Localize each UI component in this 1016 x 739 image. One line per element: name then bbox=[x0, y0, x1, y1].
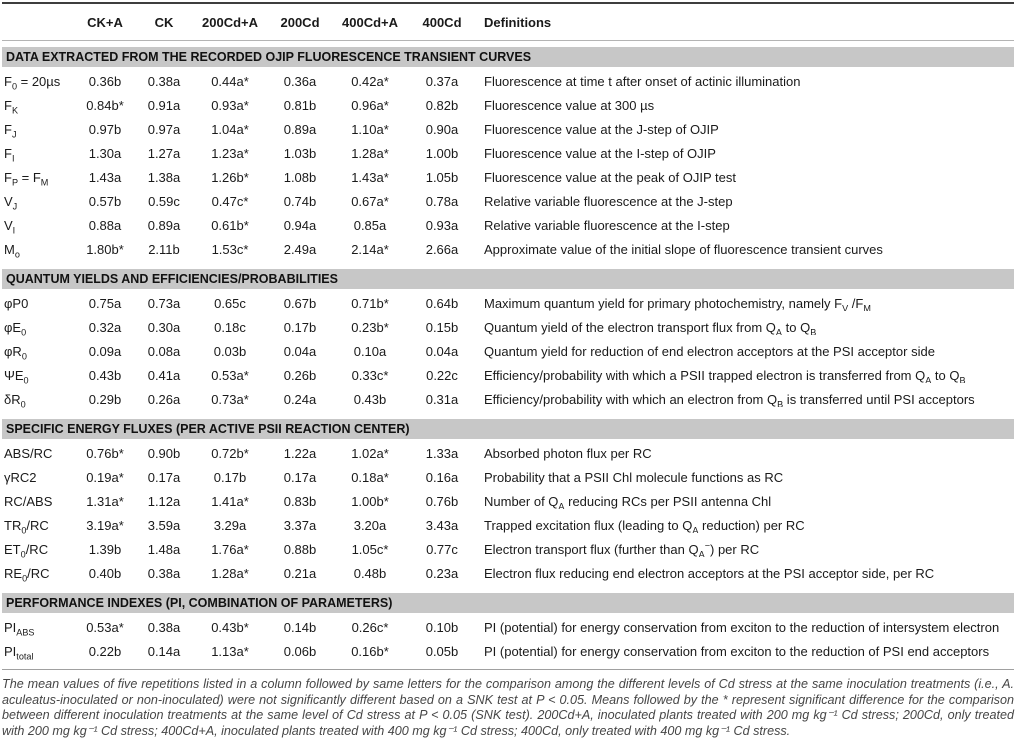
data-cell: 0.84b* bbox=[86, 97, 124, 113]
table-footnote: The mean values of five repetitions listed in a column followed by same letters for the comparison among the different levels of Cd stress at the same inoculation treatments (i.e., A. aculeatus-inoculated or non-inoculated) were not significantly different based on a SNK test at P < 0.05. Means followed by the * represent significant difference for the comparison between different inoculation treatments at the same level of Cd stress at P < 0.05 (SNK test). 200Cd+A, inoculated plants treated with 200 mg kg⁻¹ Cd stress; 200Cd, only treated with 200 mg kg⁻¹ Cd stress; 400Cd+A, inoculated plants treated with 400 mg kg⁻¹ Cd stress; 400Cd, only treated with 400 mg kg⁻¹ Cd stress. bbox=[2, 677, 1014, 738]
definition-cell: Relative variable fluorescence at the J-step bbox=[484, 193, 733, 209]
definition-cell: Efficiency/probability with which a PSII trapped electron is transferred from $Q_A$ to $Q_B$ bbox=[484, 367, 966, 383]
data-cell: 0.88b bbox=[283, 541, 317, 557]
data-cell: 0.26a bbox=[147, 391, 181, 407]
table-row bbox=[2, 291, 1014, 315]
data-cell: 0.82b bbox=[425, 97, 459, 113]
data-cell: 0.59c bbox=[148, 193, 180, 209]
data-cell: 0.96a* bbox=[351, 97, 389, 113]
data-cell: 0.36a bbox=[283, 73, 317, 89]
table-row bbox=[2, 93, 1014, 117]
data-cell: 0.23b* bbox=[351, 319, 389, 335]
column-header: 400Cd+A bbox=[342, 14, 398, 30]
data-cell: 0.32a bbox=[88, 319, 122, 335]
data-cell: 0.14b bbox=[283, 619, 317, 635]
definition-cell: Relative variable fluorescence at the I-step bbox=[484, 217, 730, 233]
row-label: $PI_{total}$ bbox=[4, 643, 34, 662]
data-cell: 0.93a* bbox=[211, 97, 249, 113]
section-rows bbox=[2, 289, 1014, 413]
definition-cell: Fluorescence value at the J-step of OJIP bbox=[484, 121, 719, 137]
data-cell: 3.20a bbox=[353, 517, 387, 533]
data-cell: 0.89a bbox=[147, 217, 181, 233]
table-row bbox=[2, 639, 1014, 663]
data-cell: 0.47c* bbox=[211, 193, 249, 209]
data-cell: 0.31a bbox=[425, 391, 459, 407]
data-cell: 0.06b bbox=[283, 643, 317, 659]
row-label: $F_P = F_M$ bbox=[4, 169, 49, 188]
row-label: $F_K$ bbox=[4, 97, 19, 116]
definition-cell: Fluorescence value at the peak of OJIP test bbox=[484, 169, 736, 185]
data-cell: 1.43a* bbox=[351, 169, 389, 185]
data-cell: 0.71b* bbox=[351, 295, 389, 311]
data-cell: 0.53a* bbox=[211, 367, 249, 383]
data-cell: 2.66a bbox=[425, 241, 459, 257]
data-cell: 2.11b bbox=[148, 241, 180, 257]
definition-cell: Quantum yield for reduction of end electron acceptors at the PSI acceptor side bbox=[484, 343, 935, 359]
row-label: RC/ABS bbox=[4, 493, 53, 509]
definition-cell: Fluorescence value at 300 µs bbox=[484, 97, 655, 113]
row-label: $ET_0/RC$ bbox=[4, 541, 49, 560]
data-cell: 0.43b* bbox=[211, 619, 249, 635]
data-cell: 1.80b* bbox=[86, 241, 124, 257]
data-cell: 0.29b bbox=[88, 391, 122, 407]
data-cell: 0.18a* bbox=[351, 469, 389, 485]
data-cell: 1.48a bbox=[147, 541, 181, 557]
data-cell: 1.30a bbox=[88, 145, 122, 161]
table-row bbox=[2, 363, 1014, 387]
row-label: $\delta R_0$ bbox=[4, 391, 26, 410]
data-cell: 0.26c* bbox=[351, 619, 389, 635]
data-cell: 0.67b bbox=[283, 295, 317, 311]
definition-cell: PI (potential) for energy conservation from exciton to the reduction of intersystem electron bbox=[484, 619, 1000, 635]
data-cell: 0.74b bbox=[283, 193, 317, 209]
data-cell: 0.21a bbox=[283, 565, 317, 581]
data-cell: 3.19a* bbox=[86, 517, 124, 533]
definition-cell: Maximum quantum yield for primary photochemistry, namely $F_V$ $/F_M$ bbox=[484, 295, 871, 311]
column-header: 200Cd bbox=[280, 14, 320, 30]
data-cell: 0.90b bbox=[147, 445, 181, 461]
row-label: φP0 bbox=[4, 295, 29, 311]
data-cell: 1.00b bbox=[425, 145, 459, 161]
table-row bbox=[2, 441, 1014, 465]
data-cell: 0.93a bbox=[425, 217, 459, 233]
data-cell: 0.90a bbox=[425, 121, 459, 137]
data-cell: 0.03b bbox=[213, 343, 247, 359]
data-cell: 1.03b bbox=[283, 145, 317, 161]
definition-cell: Fluorescence value at the I-step of OJIP bbox=[484, 145, 716, 161]
data-cell: 1.43a bbox=[88, 169, 122, 185]
column-header: CK+A bbox=[87, 14, 123, 30]
data-cell: 3.43a bbox=[425, 517, 459, 533]
table-row bbox=[2, 513, 1014, 537]
data-cell: 0.43b bbox=[88, 367, 122, 383]
table-row bbox=[2, 213, 1014, 237]
data-cell: 1.39b bbox=[88, 541, 122, 557]
data-cell: 1.27a bbox=[147, 145, 181, 161]
data-cell: 0.42a* bbox=[351, 73, 389, 89]
column-header: 200Cd+A bbox=[202, 14, 258, 30]
definition-cell: Probability that a PSII Chl molecule functions as RC bbox=[484, 469, 784, 485]
row-label: $\varphi E_0$ bbox=[4, 319, 27, 338]
data-cell: 0.37a bbox=[425, 73, 459, 89]
definition-cell: Number of $Q_A$ reducing RCs per PSII antenna Chl bbox=[484, 493, 772, 509]
data-cell: 0.73a bbox=[147, 295, 181, 311]
data-cell: 0.10b bbox=[425, 619, 459, 635]
data-cell: 0.57b bbox=[88, 193, 122, 209]
table-header-rule bbox=[2, 40, 1014, 41]
row-label: $\varphi R_0$ bbox=[4, 343, 27, 362]
data-cell: 1.41a* bbox=[211, 493, 249, 509]
data-cell: 0.97a bbox=[147, 121, 181, 137]
data-cell: 0.22c bbox=[426, 367, 458, 383]
table-row bbox=[2, 69, 1014, 93]
data-cell: 0.76b* bbox=[86, 445, 124, 461]
data-cell: 0.17a bbox=[147, 469, 181, 485]
data-cell: 0.30a bbox=[147, 319, 181, 335]
section-rows bbox=[2, 613, 1014, 665]
table-row bbox=[2, 387, 1014, 411]
row-label: $F_J$ bbox=[4, 121, 17, 140]
table-row bbox=[2, 117, 1014, 141]
data-cell: 3.37a bbox=[283, 517, 317, 533]
row-label: $TR_0/RC$ bbox=[4, 517, 49, 536]
definition-cell: Quantum yield of the electron transport flux from $Q_A$ to $Q_B$ bbox=[484, 319, 817, 335]
table-header-row bbox=[2, 4, 1014, 40]
data-cell: 1.10a* bbox=[351, 121, 389, 137]
row-label: $PI_{ABS}$ bbox=[4, 619, 35, 638]
definition-cell: PI (potential) for energy conservation from exciton to the reduction of PSI end acceptors bbox=[484, 643, 990, 659]
row-label: $V_J$ bbox=[4, 193, 18, 212]
row-label: ABS/RC bbox=[4, 445, 53, 461]
section-rows bbox=[2, 67, 1014, 263]
data-cell: 1.08b bbox=[283, 169, 317, 185]
data-cell: 0.94a bbox=[283, 217, 317, 233]
definition-cell: Trapped excitation flux (leading to $Q_A$ reduction) per RC bbox=[484, 517, 805, 533]
data-cell: 1.22a bbox=[283, 445, 317, 461]
data-cell: 0.53a* bbox=[86, 619, 124, 635]
data-cell: 0.48b bbox=[353, 565, 387, 581]
data-cell: 0.17b bbox=[213, 469, 247, 485]
data-cell: 0.05b bbox=[425, 643, 459, 659]
data-cell: 0.41a bbox=[147, 367, 181, 383]
definition-cell: Fluorescence at time t after onset of actinic illumination bbox=[484, 73, 801, 89]
data-cell: 0.10a bbox=[353, 343, 387, 359]
data-cell: 0.22b bbox=[88, 643, 122, 659]
data-cell: 0.26b bbox=[283, 367, 317, 383]
data-cell: 0.73a* bbox=[211, 391, 249, 407]
table-row bbox=[2, 561, 1014, 585]
data-cell: 0.17a bbox=[283, 469, 317, 485]
data-cell: 0.91a bbox=[147, 97, 181, 113]
data-cell: 0.88a bbox=[88, 217, 122, 233]
column-header: 400Cd bbox=[422, 14, 462, 30]
data-cell: 0.81b bbox=[283, 97, 317, 113]
row-label: $RE_0/RC$ bbox=[4, 565, 50, 584]
row-label: $V_I$ bbox=[4, 217, 16, 236]
data-cell: 0.16a bbox=[425, 469, 459, 485]
data-cell: 0.38a bbox=[147, 619, 181, 635]
data-cell: 0.17b bbox=[283, 319, 317, 335]
data-cell: 0.97b bbox=[88, 121, 122, 137]
data-cell: 0.78a bbox=[425, 193, 459, 209]
table-row bbox=[2, 339, 1014, 363]
data-cell: 1.23a* bbox=[211, 145, 249, 161]
data-cell: 0.14a bbox=[147, 643, 181, 659]
data-cell: 0.18c bbox=[214, 319, 246, 335]
row-label: $F_0 = 20\mu s$ bbox=[4, 73, 61, 92]
data-cell: 1.02a* bbox=[351, 445, 389, 461]
section-header: QUANTUM YIELDS AND EFFICIENCIES/PROBABILITIES bbox=[2, 269, 1014, 289]
data-cell: 0.04a bbox=[425, 343, 459, 359]
table-row bbox=[2, 615, 1014, 639]
data-cell: 0.76b bbox=[425, 493, 459, 509]
data-cell: 3.59a bbox=[147, 517, 181, 533]
data-cell: 0.38a bbox=[147, 565, 181, 581]
data-cell: 1.26b* bbox=[211, 169, 249, 185]
data-cell: 1.53c* bbox=[211, 241, 249, 257]
data-cell: 0.75a bbox=[88, 295, 122, 311]
section-header: PERFORMANCE INDEXES (PI, COMBINATION OF PARAMETERS) bbox=[2, 593, 1014, 613]
data-cell: 2.14a* bbox=[351, 241, 389, 257]
data-cell: 0.89a bbox=[283, 121, 317, 137]
row-label: $F_I$ bbox=[4, 145, 15, 164]
data-cell: 1.28a* bbox=[211, 565, 249, 581]
data-cell: 1.33a bbox=[425, 445, 459, 461]
data-cell: 0.38a bbox=[147, 73, 181, 89]
row-label: $\Psi E_0$ bbox=[4, 367, 29, 386]
data-cell: 1.04a* bbox=[211, 121, 249, 137]
data-cell: 0.16b* bbox=[351, 643, 389, 659]
data-cell: 1.28a* bbox=[351, 145, 389, 161]
definition-cell: Efficiency/probability with which an electron from $Q_B$ is transferred until PSI acceptors bbox=[484, 391, 975, 407]
row-label: γRC2 bbox=[4, 469, 37, 485]
data-cell: 0.61b* bbox=[211, 217, 249, 233]
definition-cell: Electron flux reducing end electron acceptors at the PSI acceptor side, per RC bbox=[484, 565, 935, 581]
table-row bbox=[2, 315, 1014, 339]
data-cell: 0.08a bbox=[147, 343, 181, 359]
data-cell: 0.36b bbox=[88, 73, 122, 89]
data-cell: 0.64b bbox=[425, 295, 459, 311]
section-header: SPECIFIC ENERGY FLUXES (PER ACTIVE PSII REACTION CENTER) bbox=[2, 419, 1014, 439]
data-cell: 1.38a bbox=[147, 169, 181, 185]
data-cell: 0.19a* bbox=[86, 469, 124, 485]
data-cell: 0.24a bbox=[283, 391, 317, 407]
section-rows bbox=[2, 439, 1014, 587]
data-cell: 1.13a* bbox=[211, 643, 249, 659]
table-body bbox=[2, 47, 1014, 665]
table-row bbox=[2, 237, 1014, 261]
row-label: $M_o$ bbox=[4, 241, 20, 260]
data-cell: 1.00b* bbox=[351, 493, 389, 509]
data-cell: 1.12a bbox=[147, 493, 181, 509]
table-row bbox=[2, 537, 1014, 561]
data-cell: 0.33c* bbox=[351, 367, 389, 383]
data-cell: 0.65c bbox=[214, 295, 246, 311]
data-cell: 2.49a bbox=[283, 241, 317, 257]
data-cell: 0.83b bbox=[283, 493, 317, 509]
definition-cell: Electron transport flux (further than $Q_A^-$) per RC bbox=[484, 541, 760, 557]
table-row bbox=[2, 189, 1014, 213]
column-header: CK bbox=[154, 14, 174, 30]
data-cell: 0.72b* bbox=[211, 445, 249, 461]
data-cell: 1.31a* bbox=[86, 493, 124, 509]
paper-table-figure bbox=[0, 2, 1016, 738]
data-cell: 0.44a* bbox=[211, 73, 249, 89]
table-row bbox=[2, 141, 1014, 165]
data-cell: 3.29a bbox=[213, 517, 247, 533]
data-cell: 1.05c* bbox=[351, 541, 389, 557]
column-header: Definitions bbox=[484, 14, 552, 30]
data-cell: 0.43b bbox=[353, 391, 387, 407]
table-row bbox=[2, 489, 1014, 513]
table-row bbox=[2, 465, 1014, 489]
data-cell: 0.67a* bbox=[351, 193, 389, 209]
data-cell: 0.09a bbox=[88, 343, 122, 359]
definition-cell: Absorbed photon flux per RC bbox=[484, 445, 652, 461]
section-header: DATA EXTRACTED FROM THE RECORDED OJIP FLUORESCENCE TRANSIENT CURVES bbox=[2, 47, 1014, 67]
table-row bbox=[2, 165, 1014, 189]
data-cell: 1.76a* bbox=[211, 541, 249, 557]
definition-cell: Approximate value of the initial slope of fluorescence transient curves bbox=[484, 241, 883, 257]
data-cell: 0.77c bbox=[426, 541, 458, 557]
data-cell: 0.04a bbox=[283, 343, 317, 359]
data-cell: 0.15b bbox=[425, 319, 459, 335]
data-cell: 0.40b bbox=[88, 565, 122, 581]
data-cell: 0.23a bbox=[425, 565, 459, 581]
data-cell: 0.85a bbox=[353, 217, 387, 233]
table-bottom-rule bbox=[2, 669, 1014, 670]
data-cell: 1.05b bbox=[425, 169, 459, 185]
